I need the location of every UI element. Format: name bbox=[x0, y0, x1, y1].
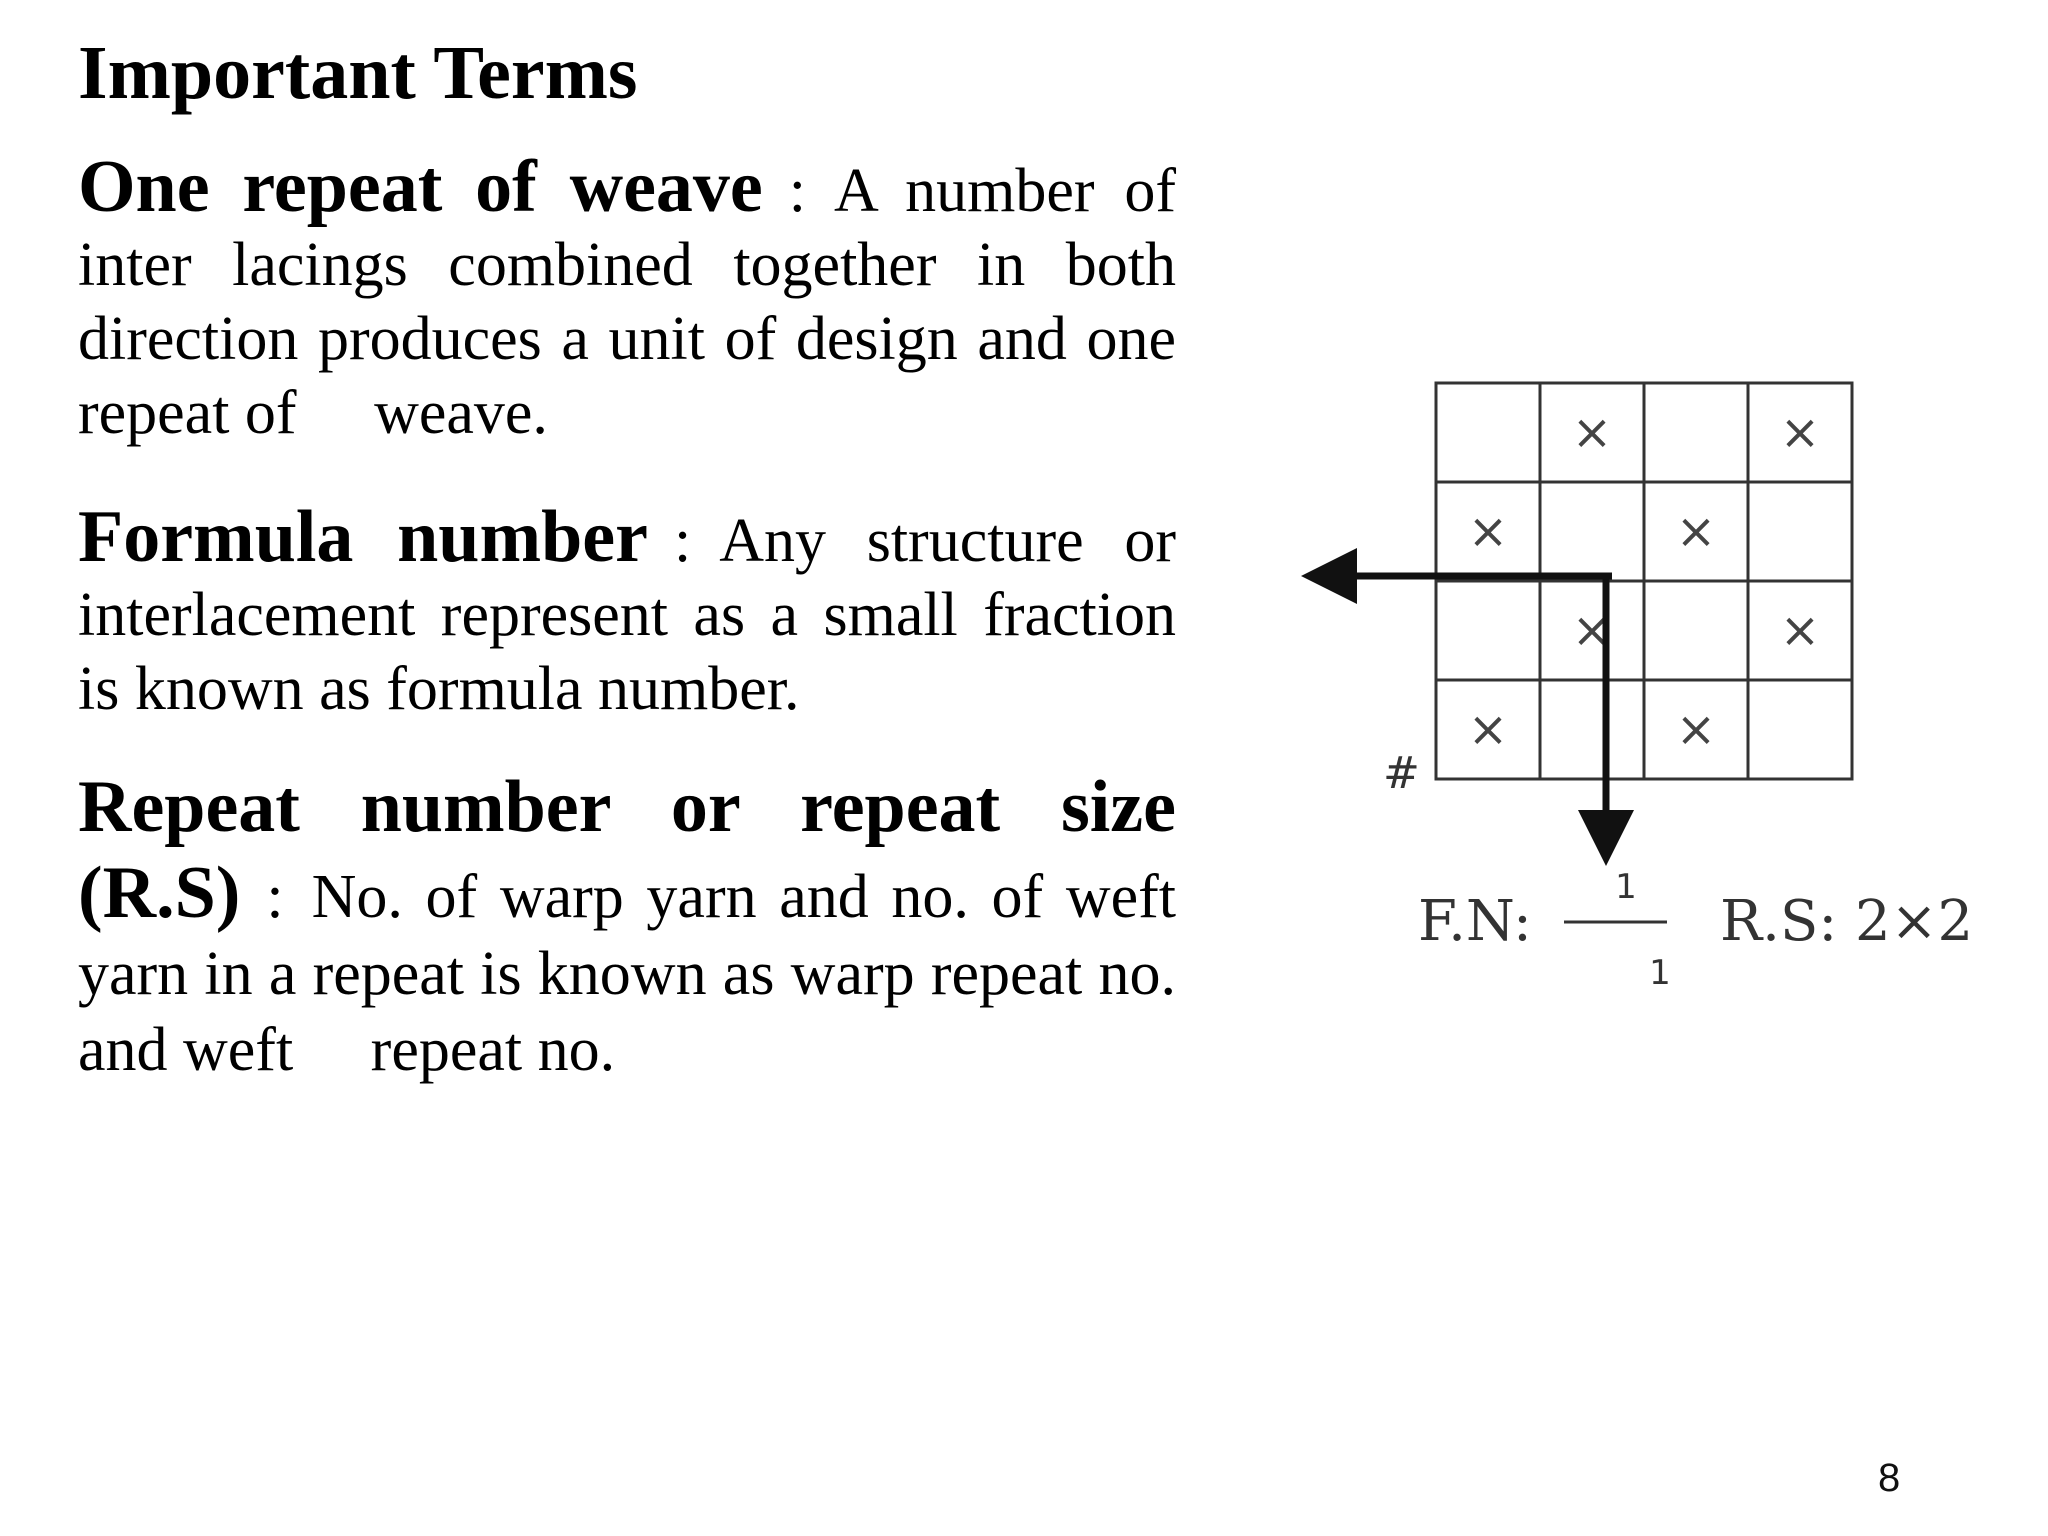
weave-diagram bbox=[1300, 360, 2020, 1020]
term-definition: No. of warp yarn and no. of weft yarn in a repeat is known as warp repeat no. and weft repeat no. bbox=[78, 863, 1192, 1084]
term-repeat-size bbox=[78, 764, 1192, 1088]
grid-cell bbox=[1748, 482, 1852, 581]
weave-mark: × bbox=[1779, 404, 1821, 461]
weave-mark: × bbox=[1467, 503, 1509, 560]
weave-diagram-svg bbox=[1300, 360, 2020, 1020]
page-number: 8 bbox=[1878, 1456, 1901, 1500]
grid-cell bbox=[1540, 482, 1644, 581]
grid-cell bbox=[1436, 383, 1540, 482]
term-definition: A number of inter lacings combined together in both direction produces a unit of design and one repeat of weave. bbox=[78, 157, 1192, 447]
weave-mark: × bbox=[1675, 503, 1717, 560]
grid-cell bbox=[1436, 581, 1540, 680]
grid-cell bbox=[1748, 680, 1852, 779]
weave-mark: × bbox=[1571, 404, 1613, 461]
grid-cell bbox=[1540, 680, 1644, 779]
term-name: Formula number bbox=[78, 496, 648, 578]
term-name: Repeat number or repeat size (R.S) bbox=[78, 766, 1176, 934]
term-name: One repeat of weave bbox=[78, 146, 763, 228]
weave-mark: × bbox=[1675, 701, 1717, 758]
formula-denominator: 1 bbox=[1649, 953, 1671, 993]
term-one-repeat-of-weave bbox=[78, 146, 1192, 450]
grid-cell bbox=[1644, 581, 1748, 680]
weave-mark: × bbox=[1571, 602, 1613, 659]
corner-mark: # bbox=[1383, 748, 1420, 799]
term-separator: : bbox=[788, 157, 806, 225]
term-separator: : bbox=[673, 507, 692, 575]
repeat-size-label: R.S: 2×2 bbox=[1720, 889, 1974, 954]
terms-list bbox=[78, 146, 1192, 1088]
grid-cell bbox=[1644, 383, 1748, 482]
term-definition: Any structure or interlacement represent as a small fraction is known as formula number. bbox=[78, 507, 1176, 723]
weave-mark: × bbox=[1467, 701, 1509, 758]
weave-mark: × bbox=[1779, 602, 1821, 659]
slide-title: Important Terms bbox=[78, 31, 638, 115]
formula-label: F.N: bbox=[1418, 889, 1532, 954]
term-separator: : bbox=[266, 863, 284, 931]
term-formula-number bbox=[78, 496, 1176, 726]
formula-numerator: 1 bbox=[1615, 867, 1637, 907]
